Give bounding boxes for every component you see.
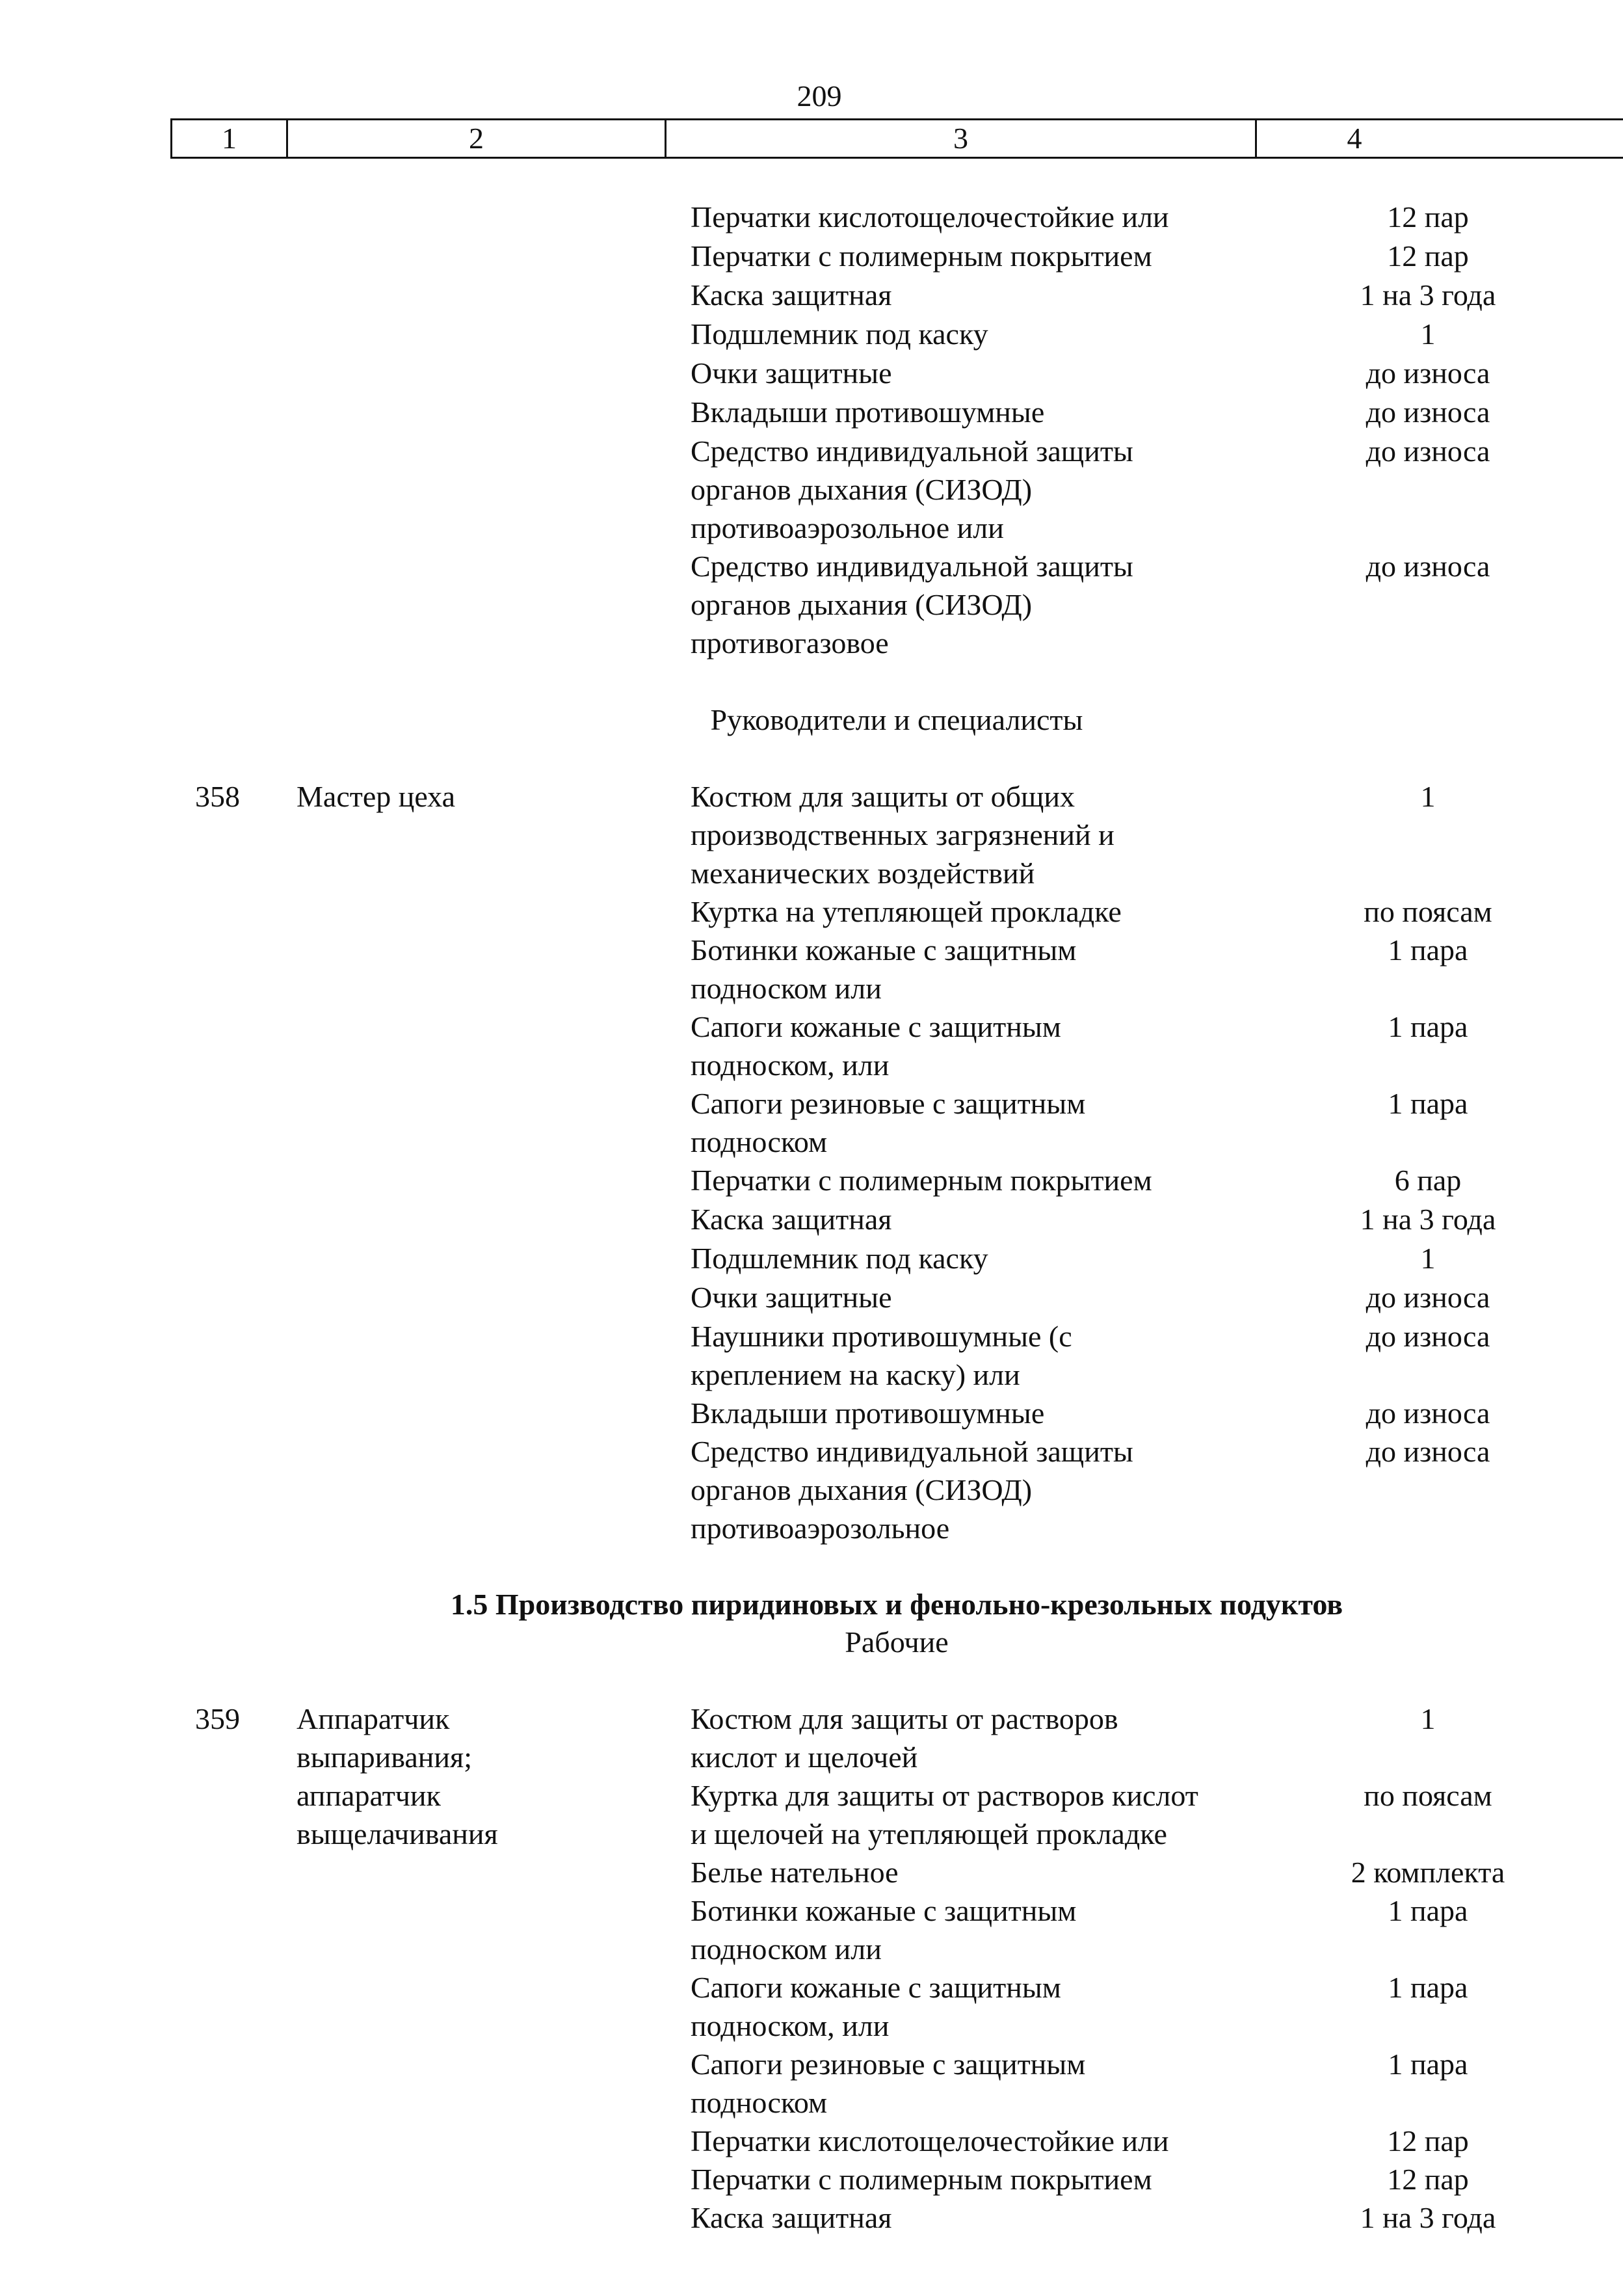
item-quantity: 1 пара [1388, 1894, 1468, 1927]
column-header-3: 3 [953, 122, 968, 155]
item-name: Ботинки кожаные с защитным [691, 1894, 1077, 1927]
item-name: производственных загрязнений и [691, 818, 1115, 851]
item-name: Вкладыши противошумные [691, 395, 1045, 429]
column-header-row [170, 118, 1623, 159]
item-name: подноском, или [691, 2009, 890, 2042]
item-name: противоаэрозольное [691, 1512, 950, 1545]
entry-number: 359 [195, 1702, 240, 1735]
item-name: Каска защитная [691, 1203, 892, 1236]
page-number: 209 [797, 79, 842, 113]
section-title: 1.5 Производство пиридиновых и фенольно-крезольных подуктов [450, 1588, 1343, 1621]
section-managers-heading: Руководители и специалисты [710, 703, 1083, 736]
item-quantity: 1 на 3 года [1360, 1203, 1496, 1236]
item-quantity: до износа [1366, 550, 1490, 583]
item-name: и щелочей на утепляющей прокладке [691, 1817, 1167, 1850]
item-quantity: до износа [1366, 395, 1490, 429]
item-name: Средство индивидуальной защиты [691, 1435, 1133, 1468]
entry-position: выщелачивания [297, 1817, 498, 1850]
item-name: Средство индивидуальной защиты [691, 550, 1133, 583]
item-quantity: 1 [1420, 1242, 1436, 1275]
item-quantity: до износа [1366, 1281, 1490, 1314]
item-name: Куртка на утепляющей прокладке [691, 895, 1122, 928]
item-name: Средство индивидуальной защиты [691, 434, 1133, 468]
item-quantity: до износа [1366, 434, 1490, 468]
item-name: органов дыхания (СИЗОД) [691, 1473, 1033, 1506]
entry-position: Аппаратчик [297, 1702, 450, 1735]
item-name: подноском [691, 2086, 828, 2119]
item-name: подноском, или [691, 1048, 890, 1082]
item-name: противоаэрозольное или [691, 511, 1004, 544]
item-name: Перчатки с полимерным покрытием [691, 2163, 1152, 2196]
column-header-1: 1 [222, 122, 237, 155]
item-quantity: 1 на 3 года [1360, 2201, 1496, 2234]
item-name: Очки защитные [691, 356, 892, 390]
item-name: Вкладыши противошумные [691, 1396, 1045, 1430]
item-name: Сапоги резиновые с защитным [691, 2048, 1086, 2081]
item-quantity: 1 [1420, 1702, 1436, 1735]
item-quantity: 1 пара [1388, 1971, 1468, 2004]
item-quantity: 12 пар [1387, 200, 1469, 234]
item-name: Каска защитная [691, 278, 892, 312]
item-quantity: до износа [1366, 1396, 1490, 1430]
item-name: Подшлемник под каску [691, 317, 988, 351]
item-name: подноском или [691, 1932, 882, 1966]
item-name: Подшлемник под каску [691, 1242, 988, 1275]
item-name: органов дыхания (СИЗОД) [691, 473, 1033, 506]
item-name: механических воздействий [691, 857, 1035, 890]
item-name: Перчатки с полимерным покрытием [691, 1164, 1152, 1197]
item-quantity: 1 пара [1388, 933, 1468, 967]
item-quantity: 1 пара [1388, 2048, 1468, 2081]
item-quantity: до износа [1366, 356, 1490, 390]
item-name: Костюм для защиты от общих [691, 780, 1075, 813]
item-name: Перчатки кислотощелочестойкие или [691, 2124, 1169, 2157]
item-name: креплением на каску) или [691, 1358, 1020, 1391]
item-quantity: до износа [1366, 1320, 1490, 1353]
item-name: противогазовое [691, 626, 889, 660]
entry-position: Мастер цеха [297, 780, 455, 813]
item-name: Перчатки кислотощелочестойкие или [691, 200, 1169, 234]
item-name: Сапоги кожаные с защитным [691, 1010, 1061, 1043]
item-name: Белье нательное [691, 1856, 899, 1889]
item-quantity: 12 пар [1387, 2124, 1469, 2157]
item-quantity: 2 комплекта [1351, 1856, 1505, 1889]
item-quantity: 6 пар [1394, 1164, 1462, 1197]
item-name: Ботинки кожаные с защитным [691, 933, 1077, 967]
item-quantity: 1 пара [1388, 1087, 1468, 1120]
item-name: Сапоги резиновые с защитным [691, 1087, 1086, 1120]
entry-number: 358 [195, 780, 240, 813]
item-name: Каска защитная [691, 2201, 892, 2234]
item-name: Очки защитные [691, 1281, 892, 1314]
item-name: Перчатки с полимерным покрытием [691, 239, 1152, 273]
entry-position: выпаривания; [297, 1741, 472, 1774]
item-quantity: по поясам [1364, 1779, 1492, 1812]
item-quantity: 1 на 3 года [1360, 278, 1496, 312]
column-header-4: 4 [1347, 122, 1362, 155]
item-quantity: 1 [1420, 317, 1436, 351]
item-name: Костюм для защиты от растворов [691, 1702, 1118, 1735]
item-name: органов дыхания (СИЗОД) [691, 588, 1033, 621]
item-name: подноском [691, 1125, 828, 1158]
item-name: подноском или [691, 972, 882, 1005]
item-quantity: до износа [1366, 1435, 1490, 1468]
item-name: Наушники противошумные (с [691, 1320, 1072, 1353]
item-quantity: 12 пар [1387, 239, 1469, 273]
item-quantity: 12 пар [1387, 2163, 1469, 2196]
item-name: Куртка для защиты от растворов кислот [691, 1779, 1198, 1812]
section-workers-heading: Рабочие [845, 1625, 949, 1659]
item-name: кислот и щелочей [691, 1741, 918, 1774]
item-quantity: 1 [1420, 780, 1436, 813]
item-quantity: 1 пара [1388, 1010, 1468, 1043]
item-quantity: по поясам [1364, 895, 1492, 928]
item-name: Сапоги кожаные с защитным [691, 1971, 1061, 2004]
entry-position: аппаратчик [297, 1779, 441, 1812]
column-header-2: 2 [469, 122, 484, 155]
